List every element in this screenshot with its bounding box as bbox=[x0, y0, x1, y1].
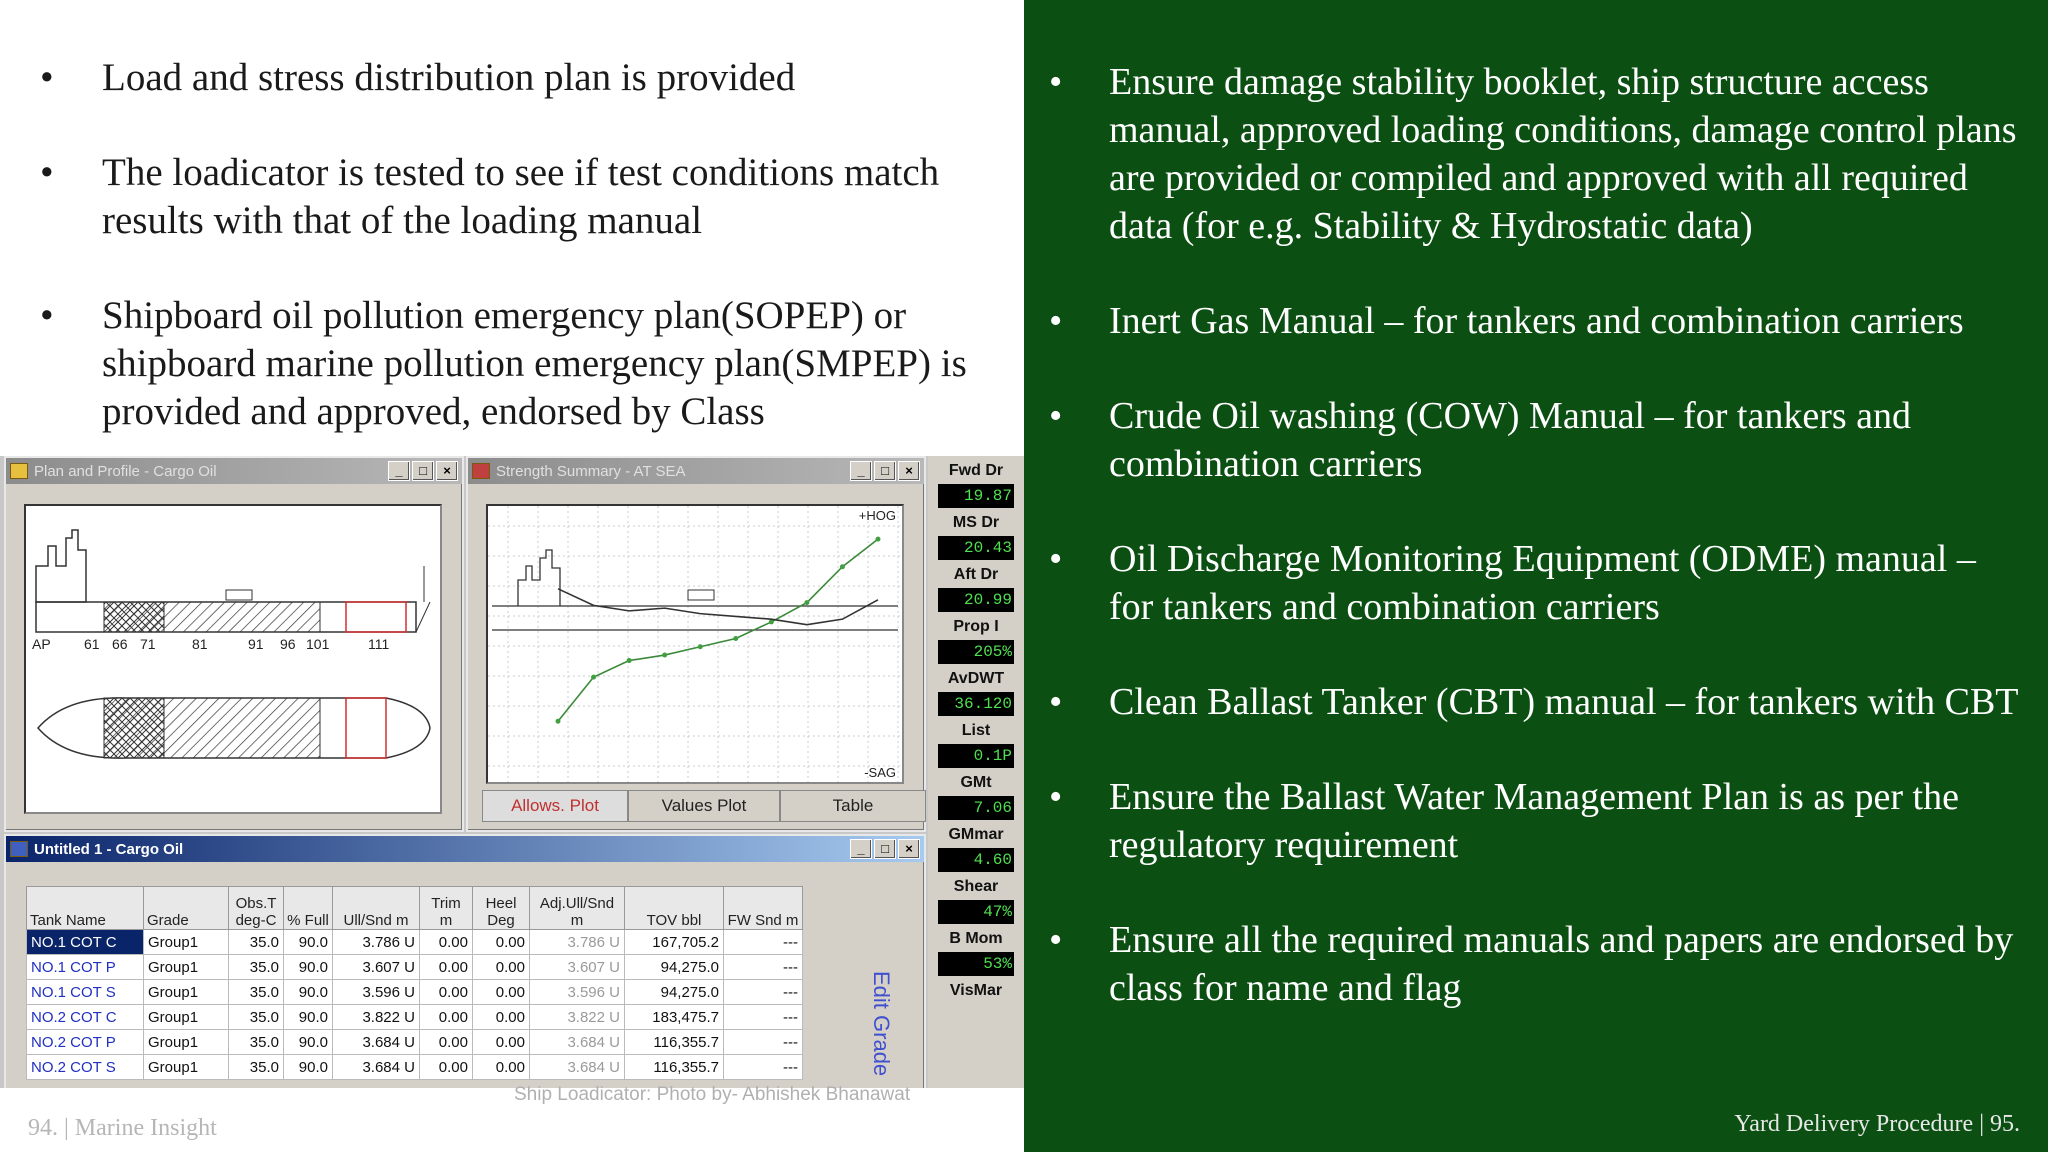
status-value: 20.99 bbox=[938, 588, 1014, 612]
left-bullet-item bbox=[40, 54, 1002, 102]
window-icon bbox=[472, 463, 490, 479]
table-cell[interactable]: 0.00 bbox=[473, 1055, 530, 1080]
status-value: 4.60 bbox=[938, 848, 1014, 872]
tank-name-cell[interactable]: NO.1 COT P bbox=[27, 955, 144, 980]
plan-profile-title: Plan and Profile - Cargo Oil bbox=[34, 462, 217, 480]
minimize-button[interactable]: _ bbox=[850, 839, 872, 859]
hog-label: +HOG bbox=[858, 508, 896, 523]
table-cell[interactable]: 90.0 bbox=[284, 1005, 333, 1030]
strength-summary-title: Strength Summary - AT SEA bbox=[496, 462, 686, 480]
table-cell[interactable]: 90.0 bbox=[284, 930, 333, 955]
status-label: B Mom bbox=[949, 930, 1003, 947]
curve-point bbox=[876, 537, 881, 542]
table-cell[interactable]: 90.0 bbox=[284, 1030, 333, 1055]
minimize-button[interactable]: _ bbox=[850, 461, 872, 481]
table-cell[interactable]: --- bbox=[724, 1005, 803, 1030]
table-cell[interactable]: 3.684 U bbox=[333, 1030, 420, 1055]
tank-name-cell[interactable]: NO.1 COT S bbox=[27, 980, 144, 1005]
column-header[interactable]: FW Snd m bbox=[724, 887, 803, 930]
status-value: 36.120 bbox=[938, 692, 1014, 716]
right-bullet-item bbox=[1049, 535, 2029, 631]
status-label: AvDWT bbox=[947, 670, 1005, 687]
bullet-mark: • bbox=[1049, 776, 1063, 818]
right-bullet-item bbox=[1049, 916, 2029, 1012]
table-cell[interactable]: 0.00 bbox=[420, 955, 473, 980]
left-bullet-item bbox=[40, 149, 1002, 245]
right-bullet-item bbox=[1049, 297, 2029, 345]
table-cell[interactable]: 3.596 U bbox=[530, 980, 625, 1005]
column-header[interactable]: Trim m bbox=[420, 887, 473, 930]
table-cell[interactable]: 0.00 bbox=[473, 980, 530, 1005]
maximize-button[interactable]: □ bbox=[412, 461, 434, 481]
table-cell[interactable]: 35.0 bbox=[229, 1055, 284, 1080]
frame-label: 81 bbox=[192, 636, 208, 652]
frame-label: AP bbox=[32, 636, 51, 652]
tab-table[interactable]: Table bbox=[780, 790, 926, 822]
left-bullet-item bbox=[40, 292, 1002, 436]
status-value: 19.87 bbox=[938, 484, 1014, 508]
bullet-mark: • bbox=[1049, 538, 1063, 580]
plan-profile-window bbox=[4, 456, 464, 832]
frame-label: 71 bbox=[140, 636, 156, 652]
strength-summary-window bbox=[466, 456, 926, 832]
bullet-text: Crude Oil washing (COW) Manual – for tankers and combination carriers bbox=[1109, 395, 1912, 485]
bullet-text: Oil Discharge Monitoring Equipment (ODME) manual – for tankers and combination carriers bbox=[1109, 538, 1976, 628]
table-cell[interactable]: 3.596 U bbox=[333, 980, 420, 1005]
table-cell[interactable]: 35.0 bbox=[229, 980, 284, 1005]
tank-name-cell[interactable]: NO.2 COT C bbox=[27, 1005, 144, 1030]
maximize-button[interactable]: □ bbox=[874, 839, 896, 859]
frame-label: 61 bbox=[84, 636, 100, 652]
frame-label: 111 bbox=[368, 636, 390, 652]
column-header[interactable]: % Full bbox=[284, 887, 333, 930]
table-row[interactable] bbox=[27, 1030, 803, 1055]
table-cell[interactable]: 94,275.0 bbox=[625, 980, 724, 1005]
table-cell[interactable]: Group1 bbox=[144, 930, 229, 955]
table-cell[interactable]: 0.00 bbox=[473, 955, 530, 980]
status-value: 53% bbox=[938, 952, 1014, 976]
curve-point bbox=[556, 719, 561, 724]
table-row[interactable] bbox=[27, 1005, 803, 1030]
plot-grid bbox=[488, 506, 902, 782]
table-cell[interactable]: 116,355.7 bbox=[625, 1030, 724, 1055]
table-header-row bbox=[27, 887, 803, 930]
cargo-oil-titlebar bbox=[6, 836, 924, 862]
bullet-text: Shipboard oil pollution emergency plan(SOPEP) or shipboard marine pollution emergency plan(SMPEP) is provided and approved, endorsed by Class bbox=[102, 294, 967, 433]
loadicator-screenshot bbox=[0, 456, 1024, 1088]
table-cell[interactable]: --- bbox=[724, 955, 803, 980]
status-label: Fwd Dr bbox=[948, 462, 1004, 479]
table-row[interactable] bbox=[27, 930, 803, 955]
bullet-mark: • bbox=[1049, 919, 1063, 961]
table-cell[interactable]: 0.00 bbox=[420, 1055, 473, 1080]
status-value: 47% bbox=[938, 900, 1014, 924]
left-bullet-list bbox=[40, 54, 1002, 483]
table-cell[interactable]: --- bbox=[724, 1055, 803, 1080]
table-cell[interactable]: 35.0 bbox=[229, 930, 284, 955]
close-button[interactable]: × bbox=[436, 461, 458, 481]
bullet-mark: • bbox=[1049, 681, 1063, 723]
status-label: List bbox=[961, 722, 991, 739]
bullet-mark: • bbox=[40, 294, 54, 337]
curve-point bbox=[698, 644, 703, 649]
right-panel bbox=[1024, 0, 2048, 1152]
column-header[interactable]: Obs.T deg-C bbox=[229, 887, 284, 930]
tab-values-plot[interactable]: Values Plot bbox=[628, 790, 780, 822]
table-cell[interactable]: 0.00 bbox=[473, 930, 530, 955]
column-header[interactable]: Tank Name bbox=[27, 887, 144, 930]
status-value: 0.1P bbox=[938, 744, 1014, 768]
table-row[interactable] bbox=[27, 1055, 803, 1080]
bullet-mark: • bbox=[1049, 395, 1063, 437]
right-bullet-item bbox=[1049, 773, 2029, 869]
table-cell[interactable]: 3.822 U bbox=[530, 1005, 625, 1030]
table-cell[interactable]: 3.607 U bbox=[333, 955, 420, 980]
column-header[interactable]: Adj.Ull/Snd m bbox=[530, 887, 625, 930]
table-cell[interactable]: 0.00 bbox=[473, 1005, 530, 1030]
table-cell[interactable]: 0.00 bbox=[420, 930, 473, 955]
cargo-tank-table bbox=[26, 886, 803, 1080]
bullet-mark: • bbox=[1049, 300, 1063, 342]
frame-label: 91 bbox=[248, 636, 264, 652]
table-cell[interactable]: Group1 bbox=[144, 1005, 229, 1030]
strength-plot bbox=[488, 506, 902, 782]
footer-page-right: Yard Delivery Procedure | 95. bbox=[1734, 1111, 2020, 1137]
table-cell[interactable]: --- bbox=[724, 980, 803, 1005]
ship-silhouette bbox=[518, 550, 560, 606]
cargo-oil-title: Untitled 1 - Cargo Oil bbox=[34, 840, 184, 858]
table-cell[interactable]: 3.786 U bbox=[530, 930, 625, 955]
table-cell[interactable]: 183,475.7 bbox=[625, 1005, 724, 1030]
right-bullet-item bbox=[1049, 392, 2029, 488]
table-cell[interactable]: 90.0 bbox=[284, 980, 333, 1005]
status-value: 205% bbox=[938, 640, 1014, 664]
deckhouse-outline bbox=[688, 590, 714, 600]
frame-label: 96 bbox=[280, 636, 296, 652]
bullet-mark: • bbox=[1049, 61, 1063, 103]
table-row[interactable] bbox=[27, 955, 803, 980]
table-cell[interactable]: 0.00 bbox=[420, 1005, 473, 1030]
minimize-button[interactable]: _ bbox=[388, 461, 410, 481]
table-cell[interactable]: 35.0 bbox=[229, 1030, 284, 1055]
right-bullet-item bbox=[1049, 58, 2029, 250]
footer-page-left: 94. | Marine Insight bbox=[28, 1115, 217, 1141]
column-header[interactable]: Grade bbox=[144, 887, 229, 930]
table-cell[interactable]: 0.00 bbox=[473, 1030, 530, 1055]
bullet-text: Clean Ballast Tanker (CBT) manual – for tankers with CBT bbox=[1109, 681, 2019, 723]
curve-point bbox=[627, 658, 632, 663]
table-cell[interactable]: 3.786 U bbox=[333, 930, 420, 955]
table-cell[interactable]: 3.684 U bbox=[333, 1055, 420, 1080]
column-header[interactable]: Ull/Snd m bbox=[333, 887, 420, 930]
table-cell[interactable]: 0.00 bbox=[420, 1030, 473, 1055]
table-row[interactable] bbox=[27, 980, 803, 1005]
tank-name-cell[interactable]: NO.2 COT P bbox=[27, 1030, 144, 1055]
table-cell[interactable]: 3.684 U bbox=[530, 1055, 625, 1080]
table-cell[interactable]: 3.607 U bbox=[530, 955, 625, 980]
ship-profile-drawing bbox=[26, 506, 440, 812]
column-header[interactable]: TOV bbl bbox=[625, 887, 724, 930]
curve-point bbox=[662, 653, 667, 658]
table-cell[interactable]: Group1 bbox=[144, 1055, 229, 1080]
status-label: MS Dr bbox=[952, 514, 1000, 531]
window-icon bbox=[10, 841, 28, 857]
table-cell[interactable]: 3.684 U bbox=[530, 1030, 625, 1055]
status-label: GMt bbox=[960, 774, 992, 791]
table-cell[interactable]: Group1 bbox=[144, 980, 229, 1005]
curve-point bbox=[840, 564, 845, 569]
bullet-text: Ensure the Ballast Water Management Plan is as per the regulatory requirement bbox=[1109, 776, 1959, 866]
curve-point bbox=[591, 675, 596, 680]
strength-tabs bbox=[482, 790, 926, 822]
bullet-text: Inert Gas Manual – for tankers and combination carriers bbox=[1109, 300, 1964, 342]
right-bullet-list bbox=[1049, 58, 2029, 1059]
column-header[interactable]: Heel Deg bbox=[473, 887, 530, 930]
cargo-table-body bbox=[27, 930, 803, 1080]
frame-label: 66 bbox=[112, 636, 128, 652]
tab-allows-plot[interactable]: Allows. Plot bbox=[482, 790, 628, 822]
table-cell[interactable]: 35.0 bbox=[229, 955, 284, 980]
bullet-mark: • bbox=[40, 151, 54, 194]
close-button[interactable]: × bbox=[898, 461, 920, 481]
status-label: Shear bbox=[953, 878, 999, 895]
tank-name-cell[interactable]: NO.1 COT C bbox=[27, 930, 144, 955]
table-cell[interactable]: 116,355.7 bbox=[625, 1055, 724, 1080]
tank-name-cell[interactable]: NO.2 COT S bbox=[27, 1055, 144, 1080]
status-value: 7.06 bbox=[938, 796, 1014, 820]
strength-plot-canvas bbox=[486, 504, 904, 784]
table-cell[interactable]: --- bbox=[724, 930, 803, 955]
status-label: VisMar bbox=[949, 982, 1003, 999]
status-label: Aft Dr bbox=[953, 566, 999, 583]
table-cell[interactable]: 35.0 bbox=[229, 1005, 284, 1030]
photo-caption: Ship Loadicator: Photo by- Abhishek Bhanawat bbox=[514, 1084, 911, 1105]
frame-number-scale bbox=[32, 636, 432, 652]
sag-label: -SAG bbox=[864, 765, 896, 780]
table-cell[interactable]: 3.822 U bbox=[333, 1005, 420, 1030]
curve-point bbox=[733, 636, 738, 641]
table-cell[interactable]: --- bbox=[724, 1030, 803, 1055]
curve-point bbox=[804, 600, 809, 605]
bullet-text: The loadicator is tested to see if test conditions match results with that of the loading manual bbox=[102, 151, 940, 242]
table-cell[interactable]: 0.00 bbox=[420, 980, 473, 1005]
frame-label: 101 bbox=[306, 636, 330, 652]
status-label: GMmar bbox=[948, 826, 1004, 843]
plan-profile-titlebar bbox=[6, 458, 462, 484]
table-cell[interactable]: 90.0 bbox=[284, 1055, 333, 1080]
close-button[interactable]: × bbox=[898, 839, 920, 859]
bullet-text: Ensure damage stability booklet, ship structure access manual, approved loading conditions, damage control plans are provided or compiled and approved with all required data (for e.g. Stability & Hydrostatic data) bbox=[1109, 61, 2017, 247]
strength-summary-titlebar bbox=[468, 458, 924, 484]
table-cell[interactable]: Group1 bbox=[144, 1030, 229, 1055]
right-bullet-item bbox=[1049, 678, 2029, 726]
window-icon bbox=[10, 463, 28, 479]
status-value: 20.43 bbox=[938, 536, 1014, 560]
table-cell[interactable]: 94,275.0 bbox=[625, 955, 724, 980]
edit-grade-button[interactable]: Edit Grade bbox=[869, 971, 894, 1077]
ship-plan-canvas bbox=[24, 504, 442, 814]
table-cell[interactable]: 90.0 bbox=[284, 955, 333, 980]
status-label: Prop I bbox=[953, 618, 999, 635]
bullet-text: Load and stress distribution plan is provided bbox=[102, 56, 796, 99]
maximize-button[interactable]: □ bbox=[874, 461, 896, 481]
table-cell[interactable]: 167,705.2 bbox=[625, 930, 724, 955]
stability-status-panel bbox=[928, 456, 1024, 1088]
table-cell[interactable]: Group1 bbox=[144, 955, 229, 980]
bullet-text: Ensure all the required manuals and papers are endorsed by class for name and flag bbox=[1109, 919, 2014, 1009]
bullet-mark: • bbox=[40, 56, 54, 99]
